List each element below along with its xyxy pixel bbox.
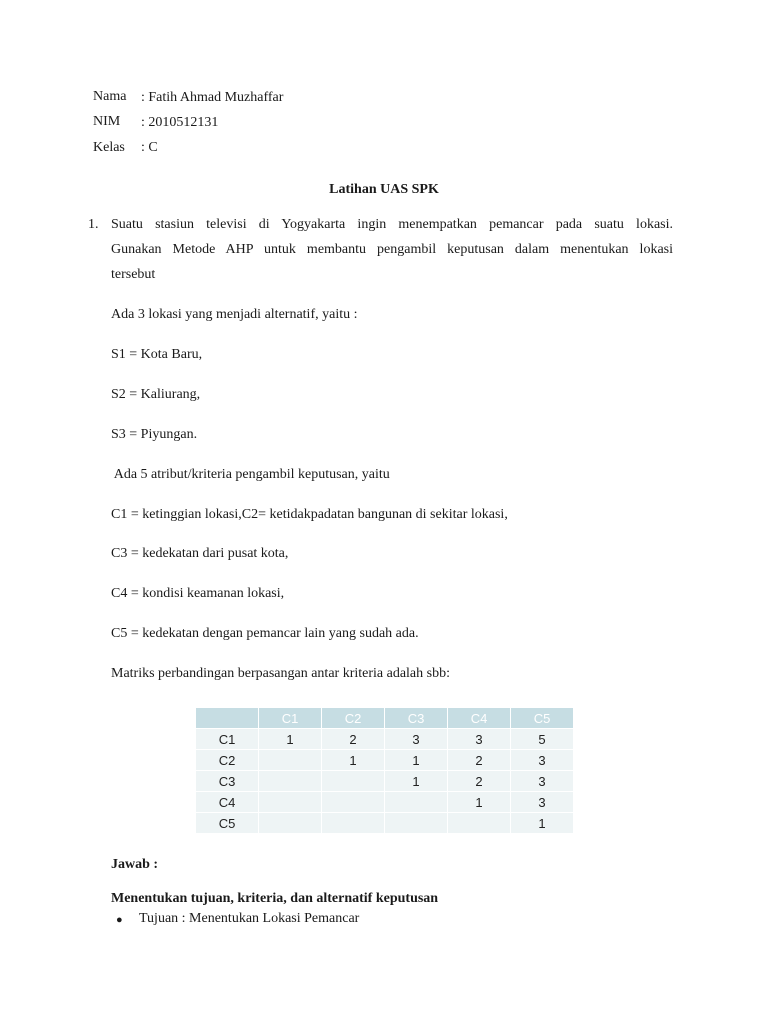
matrix-header-cell: C1	[259, 708, 322, 729]
matrix-cell	[385, 792, 448, 813]
matrix-cell: C2	[196, 750, 259, 771]
alternatives-intro: Ada 3 lokasi yang menjadi alternatif, yaitu :	[111, 307, 358, 322]
alternative-s2: S2 = Kaliurang,	[111, 387, 201, 402]
matrix-header-cell: C2	[322, 708, 385, 729]
matrix-cell: 3	[511, 771, 574, 792]
matrix-cell	[322, 792, 385, 813]
matrix-cell	[322, 771, 385, 792]
matrix-cell: 1	[385, 750, 448, 771]
kelas-label: Kelas	[93, 140, 125, 155]
nim-value: : 2010512131	[141, 115, 219, 130]
matrix-cell: 3	[385, 729, 448, 750]
matrix-cell	[259, 813, 322, 834]
matrix-row	[196, 792, 574, 813]
matrix-cell: 2	[448, 771, 511, 792]
matrix-cell: 5	[511, 729, 574, 750]
bullet-item-tujuan: Tujuan : Menentukan Lokasi Pemancar	[139, 911, 360, 926]
criteria-c4: C4 = kondisi keamanan lokasi,	[111, 586, 285, 601]
section-title: Menentukan tujuan, kriteria, dan alternatif keputusan	[111, 891, 439, 906]
matrix-cell	[448, 813, 511, 834]
name-label: Nama	[93, 89, 127, 104]
document-title: Latihan UAS SPK	[329, 182, 439, 197]
matrix-cell: 3	[511, 792, 574, 813]
criteria-c5: C5 = kedekatan dengan pemancar lain yang sudah ada.	[111, 626, 419, 641]
matrix-cell: C4	[196, 792, 259, 813]
matrix-cell	[385, 813, 448, 834]
matrix-cell: 1	[322, 750, 385, 771]
matrix-intro: Matriks perbandingan berpasangan antar kriteria adalah sbb:	[111, 666, 450, 681]
nim-label: NIM	[93, 114, 121, 129]
question-line-3: tersebut	[111, 267, 156, 282]
question-line-1: Suatu stasiun televisi di Yogyakarta ingin menempatkan pemancar pada suatu lokasi.	[111, 217, 673, 232]
matrix-row	[196, 813, 574, 834]
matrix-header-cell: C3	[385, 708, 448, 729]
criteria-c1-c2: C1 = ketinggian lokasi,C2= ketidakpadatan bangunan di sekitar lokasi,	[111, 507, 508, 522]
criteria-c3: C3 = kedekatan dari pusat kota,	[111, 546, 289, 561]
matrix-cell: C3	[196, 771, 259, 792]
matrix-header-row	[196, 708, 574, 729]
matrix-row	[196, 771, 574, 792]
question-number: 1.	[88, 217, 99, 232]
matrix-header-cell	[196, 708, 259, 729]
matrix-cell: 3	[511, 750, 574, 771]
name-value: : Fatih Ahmad Muzhaffar	[141, 90, 284, 105]
matrix-cell: 1	[448, 792, 511, 813]
alternative-s1: S1 = Kota Baru,	[111, 347, 203, 362]
criteria-intro: Ada 5 atribut/kriteria pengambil keputusan, yaitu	[111, 467, 390, 482]
bullet-icon: ●	[116, 914, 123, 926]
answer-heading: Jawab :	[111, 857, 159, 872]
matrix-cell: 3	[448, 729, 511, 750]
matrix-cell	[259, 750, 322, 771]
matrix-header-cell: C5	[511, 708, 574, 729]
matrix-cell: 1	[385, 771, 448, 792]
question-line-2: Gunakan Metode AHP untuk membantu pengambil keputusan dalam menentukan lokasi	[111, 242, 673, 257]
matrix-row	[196, 750, 574, 771]
matrix-cell: C5	[196, 813, 259, 834]
matrix-cell: C1	[196, 729, 259, 750]
matrix-cell: 2	[448, 750, 511, 771]
matrix-cell	[322, 813, 385, 834]
alternative-s3: S3 = Piyungan.	[111, 427, 198, 442]
matrix-header-cell: C4	[448, 708, 511, 729]
pairwise-matrix-table	[195, 707, 574, 834]
matrix-row	[196, 729, 574, 750]
matrix-cell	[259, 792, 322, 813]
matrix-cell: 2	[322, 729, 385, 750]
matrix-cell: 1	[511, 813, 574, 834]
matrix-cell	[259, 771, 322, 792]
matrix-cell: 1	[259, 729, 322, 750]
kelas-value: : C	[141, 140, 158, 155]
